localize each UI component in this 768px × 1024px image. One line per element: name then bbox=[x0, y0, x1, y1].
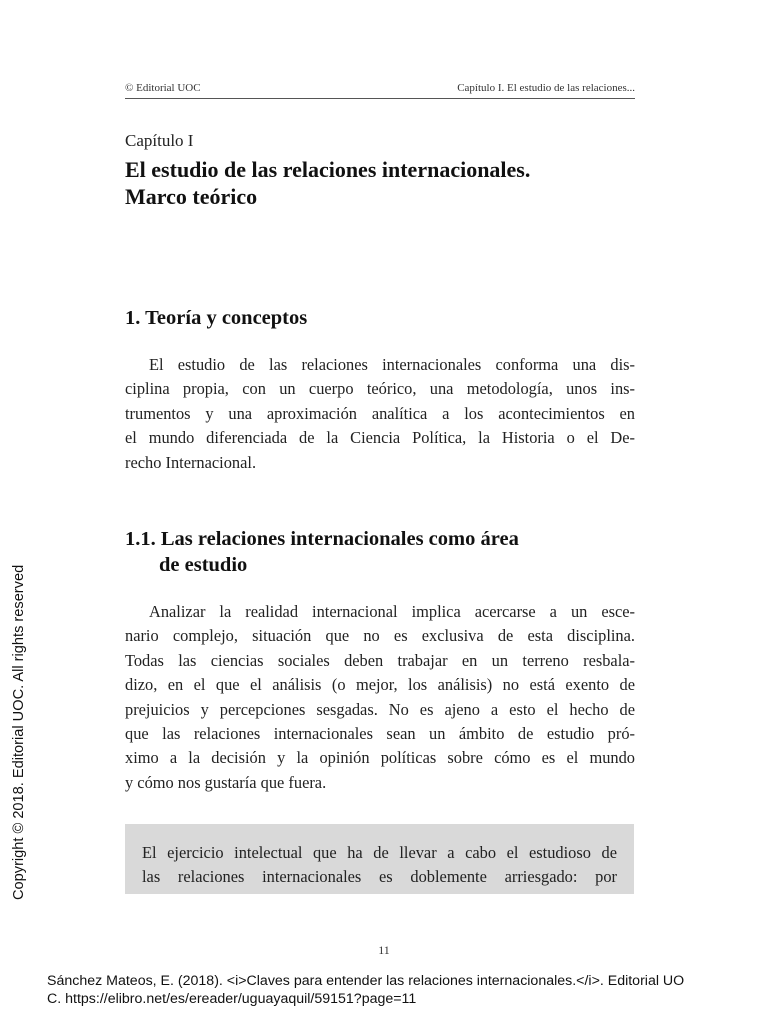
chapter-label: Capítulo I bbox=[125, 131, 194, 150]
paragraph-line: dizo, en el que el análisis (o mejor, los análisis) no está exento de bbox=[125, 675, 635, 695]
paragraph-line: el mundo diferenciada de la Ciencia Política, la Historia o el De- bbox=[125, 428, 635, 448]
quote-line: las relaciones internacionales es doblemente arriesgado: por bbox=[142, 867, 617, 887]
chapter-title-line: Marco teórico bbox=[125, 184, 258, 209]
paragraph-line: El estudio de las relaciones internacionales conforma una dis- bbox=[149, 355, 635, 374]
paragraph-line: trumentos y una aproximación analítica a los acontecimientos en bbox=[125, 403, 635, 423]
paragraph-line: recho Internacional. bbox=[125, 452, 257, 472]
quote-box bbox=[125, 824, 634, 894]
chapter-title-line: El estudio de las relaciones internacionales. bbox=[125, 157, 531, 182]
paragraph-line: prejuicios y percepciones sesgadas. No es ajeno a esto el hecho de bbox=[125, 699, 635, 719]
subsection-heading bbox=[125, 526, 645, 578]
header-chapter-title: Capítulo I. El estudio de las relaciones... bbox=[457, 82, 635, 94]
subsection-heading-line: de estudio bbox=[159, 554, 248, 576]
chapter-title bbox=[125, 156, 645, 210]
page-number: 11 bbox=[378, 943, 390, 957]
paragraph-line: que las relaciones internacionales sean un ámbito de estudio pró- bbox=[125, 724, 635, 744]
section-heading bbox=[125, 305, 645, 331]
quote-line: El ejercicio intelectual que ha de llevar a cabo el estudioso de bbox=[142, 843, 617, 862]
paragraph-line: nario complejo, situación que no es exclusiva de esta disciplina. bbox=[125, 626, 635, 646]
paragraph-line: Todas las ciencias sociales deben trabajar en un terreno resbala- bbox=[125, 650, 635, 670]
paragraph-line: y cómo nos gustaría que fuera. bbox=[125, 772, 327, 792]
side-copyright-notice: Copyright © 2018. Editorial UOC. All rights reserved bbox=[11, 564, 27, 900]
section-heading-text: 1. Teoría y conceptos bbox=[125, 307, 308, 329]
header-publisher: © Editorial UOC bbox=[125, 82, 201, 94]
quote-text bbox=[142, 841, 617, 890]
citation-line: Sánchez Mateos, E. (2018). <i>Claves para entender las relaciones internacionales.</i>. Editorial UO bbox=[47, 973, 685, 989]
paragraph-line: ximo a la decisión y la opinión políticas sobre cómo es el mundo bbox=[125, 748, 635, 768]
subsection-heading-line: 1.1. Las relaciones internacionales como área bbox=[125, 528, 519, 550]
paragraph-line: ciplina propia, con un cuerpo teórico, una metodología, unos ins- bbox=[125, 379, 635, 399]
running-header bbox=[125, 82, 635, 99]
paragraph bbox=[125, 353, 635, 475]
citation-footer bbox=[47, 972, 747, 1008]
citation-link-line[interactable]: C. https://elibro.net/es/ereader/uguayaquil/59151?page=11 bbox=[47, 991, 417, 1007]
paragraph bbox=[125, 600, 635, 795]
paragraph-line: Analizar la realidad internacional implica acercarse a un esce- bbox=[149, 602, 635, 621]
